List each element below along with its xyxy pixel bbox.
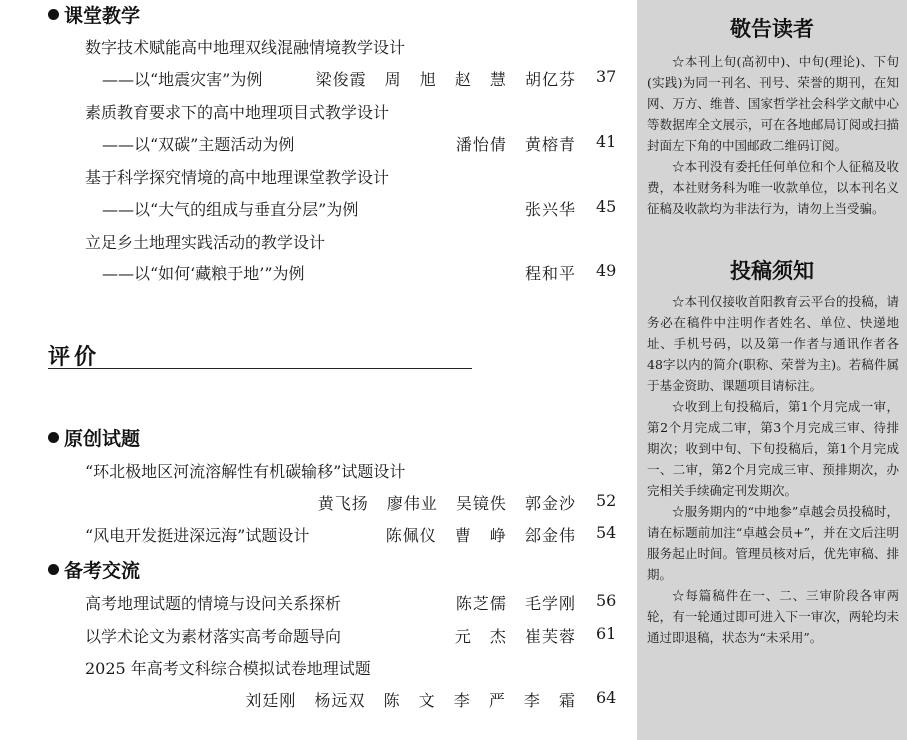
submission-paragraph: ☆服务期内的“中地参”卓越会员投稿时，请在标题前加注“卓越会员+”，并在文后注明服务起止时间。管理员核对后，优先审稿、排期。 [647, 504, 899, 582]
section-rule [48, 368, 472, 369]
article-authors: 张兴华 [524, 200, 576, 219]
article-title[interactable]: “风电开发挺进深远海”试题设计 [85, 526, 310, 545]
sidebar-panel [637, 0, 907, 740]
submission-paragraph: ☆本刊仅接收首阳教育云平台的投稿，请务必在稿件中注明作者姓名、单位、快递地址、手机号码，以及第一作者与通讯作者各48字以内的简介(职称、荣誉为主)。若稿件属于基金资助、课题项目请标注。 [647, 294, 899, 393]
submission-paragraph: ☆每篇稿件在一、二、三审阶段各审两轮，有一轮通过即可进入下一审次，两轮均未通过即退稿，状态为“未采用”。 [647, 588, 899, 645]
page-number: 37 [596, 67, 617, 86]
article-authors: 梁俊霞 周 旭 赵 慧 胡亿芬 [315, 70, 576, 89]
page-number: 45 [596, 197, 617, 216]
article-title[interactable]: 基于科学探究情境的高中地理课堂教学设计 [85, 168, 390, 187]
section-heading-classroom: 课堂教学 [48, 1, 140, 28]
notice-heading: 敬告读者 [730, 17, 814, 41]
article-title[interactable]: 数字技术赋能高中地理双线混融情境教学设计 [85, 38, 406, 57]
submission-paragraph: ☆收到上旬投稿后，第1个月完成一审，第2个月完成二审，第3个月完成三审、待排期次；收到中旬、下旬投稿后，第1个月完成一、二审，第2个月完成三审、预排期次，办完相关手续确定刊发期次。 [647, 399, 899, 498]
bullet-icon [48, 9, 59, 20]
page-number: 56 [596, 591, 617, 610]
page-number: 52 [596, 491, 617, 510]
bullet-icon [48, 432, 59, 443]
article-authors: 陈芝儒 毛学刚 [455, 594, 576, 613]
article-subtitle: ——以“大气的组成与垂直分层”为例 [102, 200, 359, 219]
page-number: 54 [596, 523, 617, 542]
notice-paragraph: ☆本刊上旬(高初中)、中旬(理论)、下旬(实践)为同一刊名、刊号、荣誉的期刊，在知网、万方、维普、国家哲学社会科学文献中心等数据库全文展示，可在各地邮局订阅或扫描封面左下角的中国邮政二维码订阅。 [647, 54, 899, 153]
article-title[interactable]: 素质教育要求下的高中地理项目式教学设计 [85, 103, 390, 122]
submission-heading: 投稿须知 [730, 259, 814, 283]
article-title[interactable]: 2025 年高考文科综合模拟试卷地理试题 [85, 659, 371, 678]
article-authors: 刘廷刚 杨远双 陈 文 李 严 李 霜 [245, 691, 576, 710]
article-title[interactable]: 以学术论文为素材落实高考命题导向 [85, 627, 342, 646]
section-heading-exam: 备考交流 [48, 556, 140, 583]
article-authors: 黄飞扬 廖伟业 吴镜佚 郭金沙 [317, 494, 576, 513]
page-number: 49 [596, 261, 617, 280]
article-title[interactable]: 立足乡土地理实践活动的教学设计 [85, 233, 326, 252]
bullet-icon [48, 564, 59, 575]
article-subtitle: ——以“双碳”主题活动为例 [102, 135, 295, 154]
section-heading-original: 原创试题 [48, 424, 140, 451]
article-authors: 元 杰 崔芙蓉 [454, 627, 576, 646]
article-subtitle: ——以“地震灾害”为例 [102, 70, 263, 89]
article-title[interactable]: 高考地理试题的情境与设问关系探析 [85, 594, 342, 613]
page-number: 61 [596, 624, 617, 643]
major-section-heading: 评价 [48, 345, 101, 370]
notice-paragraph: ☆本刊没有委托任何单位和个人征稿及收费，本社财务科为唯一收款单位，以本刊名义征稿及收款均为非法行为，请勿上当受骗。 [647, 159, 899, 216]
article-authors: 陈佩仪 曹 峥 郐金伟 [385, 526, 576, 545]
article-subtitle: ——以“如何‘藏粮于地’”为例 [102, 264, 305, 283]
page-number: 64 [596, 688, 617, 707]
article-authors: 潘怡倩 黄榕青 [455, 135, 576, 154]
article-title[interactable]: “环北极地区河流溶解性有机碳输移”试题设计 [85, 462, 406, 481]
page-number: 41 [596, 132, 617, 151]
article-authors: 程和平 [524, 264, 576, 283]
